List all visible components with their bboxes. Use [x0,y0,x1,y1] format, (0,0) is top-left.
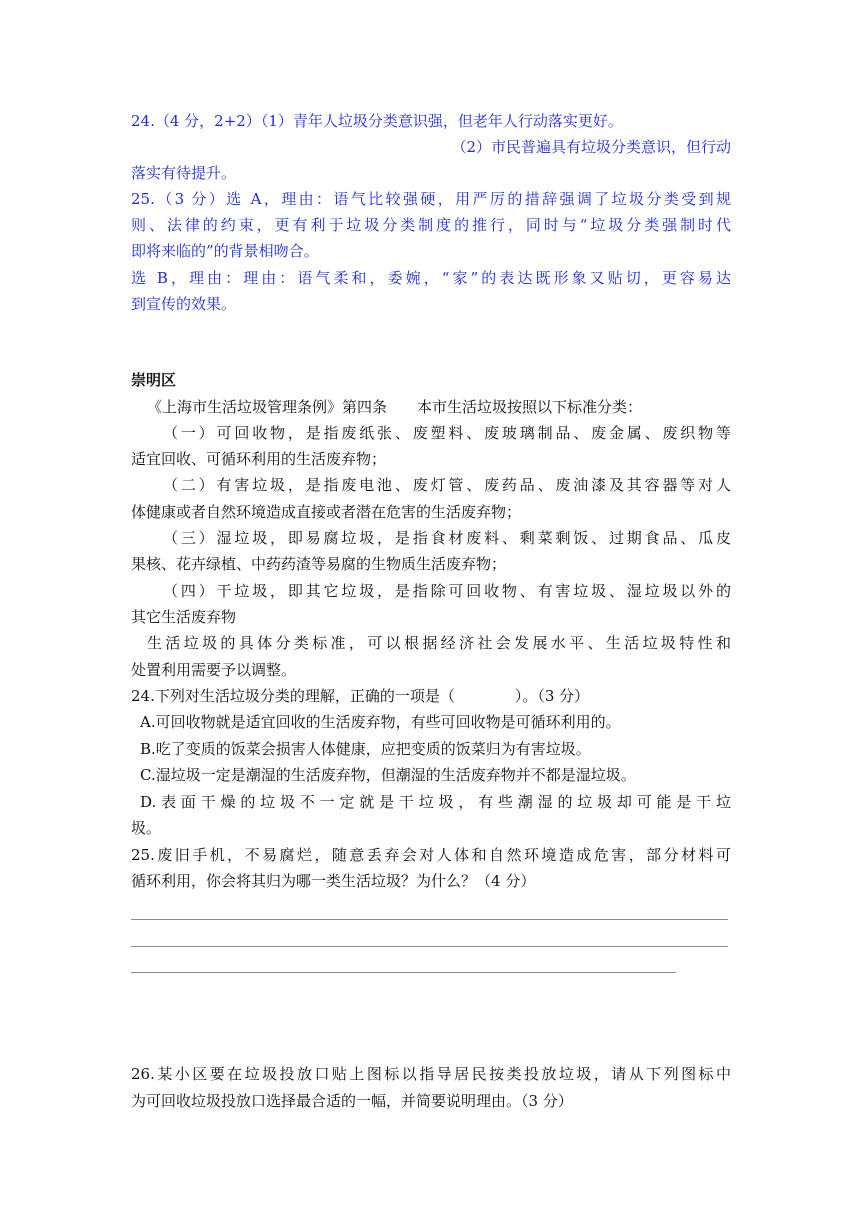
answer-25-line-4: 选 B，理由：理由：语气柔和，委婉，“家”的表达既形象又贴切，更容易达 [131,269,731,287]
category-2-line-2: 体健康或者自然环境造成直接或者潜在危害的生活废弃物； [131,503,522,521]
category-4-line-2: 其它生活废弃物 [131,608,237,626]
answer-line-1[interactable] [131,919,728,920]
answer-24-line-2: （2）市民普遍具有垃圾分类意识，但行动 [451,138,731,156]
question-26-line-2: 为可回收垃圾投放口选择最合适的一幅，并简要说明理由。（3 分） [131,1092,573,1110]
adjustment-note-line-2: 处置利用需要予以调整。 [131,661,297,679]
question-24-stem: 24.下列对生活垃圾分类的理解，正确的一项是（ ）。（3 分） [131,687,590,705]
answer-line-2[interactable] [131,946,728,947]
regulation-intro: 《上海市生活垃圾管理条例》第四条 本市生活垃圾按照以下标准分类： [147,398,643,416]
adjustment-note-line-1: 生活垃圾的具体分类标准，可以根据经济社会发展水平、生活垃圾特性和 [147,634,731,652]
category-3-line-2: 果核、花卉绿植、中药药渣等易腐的生物质生活废弃物； [131,555,507,573]
question-24-option-d-line-1: D.表面干燥的垃圾不一定就是干垃圾，有些潮湿的垃圾却可能是干垃 [140,793,731,811]
answer-24-line-1: 24.（4 分，2+2）（1）青年人垃圾分类意识强，但老年人行动落实更好。 [131,112,623,130]
question-26-line-1: 26.某小区要在垃圾投放口贴上图标以指导居民按类投放垃圾，请从下列图标中 [131,1065,731,1083]
question-24-option-d-line-2: 圾。 [131,819,162,837]
category-1-line-2: 适宜回收、可循环利用的生活废弃物； [131,450,387,468]
answer-25-line-3: 即将来临的”的背景相吻合。 [131,242,319,260]
question-24-option-a: A.可回收物就是适宜回收的生活废弃物，有些可回收物是可循环利用的。 [140,713,621,731]
category-2-line-1: （二）有害垃圾，是指废电池、废灯管、废药品、废油漆及其容器等对人 [163,476,731,494]
answer-25-line-2: 则、法律的约束，更有利于垃圾分类制度的推行，同时与“垃圾分类强制时代 [131,216,731,234]
question-25-line-2: 循环利用，你会将其归为哪一类生活垃圾？为什么？（4 分） [131,872,536,890]
answer-25-line-5: 到宣传的效果。 [131,295,237,313]
question-25-line-1: 25.废旧手机，不易腐烂，随意丢弃会对人体和自然环境造成危害，部分材料可 [131,846,731,864]
question-24-option-b: B.吃了变质的饭菜会损害人体健康，应把变质的饭菜归为有害垃圾。 [140,740,591,758]
answer-25-line-1: 25.（3 分）选 A，理由：语气比较强硬，用严厉的措辞强调了垃圾分类受到规 [131,190,731,208]
district-heading: 崇明区 [131,371,177,389]
answer-24-line-3: 落实有待提升。 [131,164,237,182]
category-1-line-1: （一）可回收物，是指废纸张、废塑料、废玻璃制品、废金属、废织物等 [163,424,731,442]
question-24-option-c: C.湿垃圾一定是潮湿的生活废弃物，但潮湿的生活废弃物并不都是湿垃圾。 [140,766,636,784]
category-4-line-1: （四）干垃圾，即其它垃圾，是指除可回收物、有害垃圾、湿垃圾以外的 [163,582,731,600]
answer-line-3[interactable] [131,972,676,973]
category-3-line-1: （三）湿垃圾，即易腐垃圾，是指食材废料、剩菜剩饭、过期食品、瓜皮 [163,529,731,547]
